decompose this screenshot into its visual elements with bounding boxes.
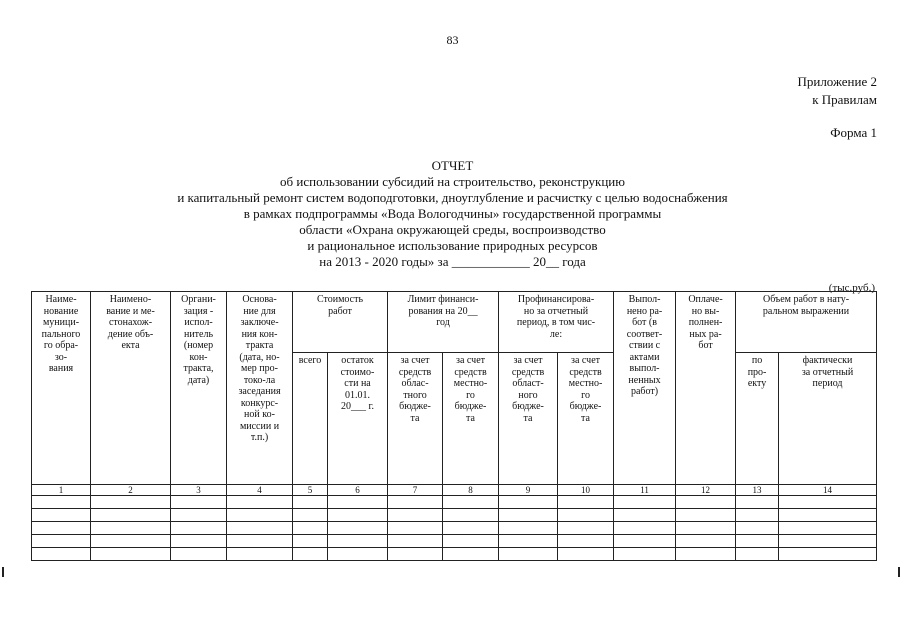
column-number-row [32, 485, 877, 496]
scan-edge-mark [2, 567, 4, 577]
header-municipality: Наиме- нование муници- пального го обра- зо- вания [32, 292, 91, 485]
table-cell [388, 548, 443, 561]
table-cell [171, 535, 227, 548]
table-cell [171, 522, 227, 535]
table-cell [227, 548, 293, 561]
table-cell [676, 496, 736, 509]
table-row [32, 522, 877, 535]
table-cell [614, 522, 676, 535]
table-cell [736, 509, 779, 522]
table-cell [443, 535, 499, 548]
table-cell [558, 548, 614, 561]
report-subtitle-line: и рациональное использование природных ресурсов [307, 238, 598, 253]
subheader-limit-regional: за счет средств облас- тного бюдже- та [388, 353, 443, 485]
subheader-volume-actual: фактически за отчетный период [779, 353, 877, 485]
table-cell [32, 548, 91, 561]
table-cell [499, 522, 558, 535]
table-cell [227, 522, 293, 535]
table-cell [779, 509, 877, 522]
table-cell [676, 509, 736, 522]
scan-edge-mark [898, 567, 900, 577]
table-cell [736, 522, 779, 535]
appendix-reference [797, 73, 877, 109]
table-cell [91, 509, 171, 522]
subheader-limit-local: за счет средств местно- го бюдже- та [443, 353, 499, 485]
form-label: Форма 1 [830, 125, 877, 140]
table-cell [328, 522, 388, 535]
table-cell [32, 535, 91, 548]
header-contractor: Органи- зация - испол- нитель (номер кон- тракта, дата) [171, 292, 227, 485]
table-cell [558, 535, 614, 548]
table-row [32, 509, 877, 522]
table-cell [676, 522, 736, 535]
table-cell [293, 548, 328, 561]
table-cell [779, 535, 877, 548]
table-cell [614, 509, 676, 522]
table-cell [293, 509, 328, 522]
table-cell [558, 522, 614, 535]
table-cell [499, 496, 558, 509]
table-cell [227, 509, 293, 522]
table-cell [388, 496, 443, 509]
table-cell [293, 522, 328, 535]
column-number: 5 [293, 485, 328, 496]
report-heading [0, 158, 905, 270]
table-cell [227, 535, 293, 548]
table-cell [91, 522, 171, 535]
subheader-volume-plan: по про- екту [736, 353, 779, 485]
column-number: 13 [736, 485, 779, 496]
table-cell [443, 509, 499, 522]
table-cell [91, 548, 171, 561]
table-cell [32, 509, 91, 522]
report-subtitle-line: на 2013 - 2020 годы» за ____________ 20__ года [319, 254, 586, 269]
table-row [32, 496, 877, 509]
table-cell [614, 548, 676, 561]
table-cell [443, 522, 499, 535]
report-subtitle-line: и капитальный ремонт систем водоподготовки, дноуглубление и расчистку с целью водоснабжения [177, 190, 728, 205]
subheader-cost-remainder: остаток стоимо- сти на 01.01. 20___ г. [328, 353, 388, 485]
column-number: 12 [676, 485, 736, 496]
subheader-financed-local: за счет средств местно- го бюдже- та [558, 353, 614, 485]
report-table [31, 291, 877, 561]
header-financed: Профинансирова- но за отчетный период, в том чис- ле: [499, 292, 614, 353]
table-cell [499, 548, 558, 561]
table-cell [32, 522, 91, 535]
subheader-cost-total: всего [293, 353, 328, 485]
header-completed: Выпол- нено ра- бот (в соответ- ствии с актами выпол- ненных работ) [614, 292, 676, 485]
appendix-line-2: к Правилам [812, 92, 877, 107]
page-number: 83 [446, 33, 459, 47]
header-object: Наимено- вание и ме- стонахож- дение объ- екта [91, 292, 171, 485]
table-cell [676, 548, 736, 561]
table-cell [676, 535, 736, 548]
column-number: 6 [328, 485, 388, 496]
subheader-financed-regional: за счет средств област- ного бюдже- та [499, 353, 558, 485]
table-cell [388, 522, 443, 535]
table-cell [388, 509, 443, 522]
table-cell [736, 535, 779, 548]
table-cell [32, 496, 91, 509]
table-cell [91, 535, 171, 548]
table-cell [171, 509, 227, 522]
column-number: 4 [227, 485, 293, 496]
header-paid: Оплаче- но вы- полнен- ных ра- бот [676, 292, 736, 485]
table-cell [388, 535, 443, 548]
report-subtitle-line: в рамках подпрограммы «Вода Вологодчины» государственной программы [243, 206, 662, 221]
table-cell [443, 496, 499, 509]
table-cell [328, 548, 388, 561]
column-number: 1 [32, 485, 91, 496]
column-number: 11 [614, 485, 676, 496]
table-cell [91, 496, 171, 509]
table-row [32, 535, 877, 548]
header-cost: Стоимость работ [293, 292, 388, 353]
table-row [32, 548, 877, 561]
table-header-row [32, 292, 877, 353]
table-cell [614, 535, 676, 548]
table-cell [558, 496, 614, 509]
report-title: ОТЧЕТ [431, 158, 474, 173]
report-subtitle-line: об использовании субсидий на строительство, реконструкцию [280, 174, 625, 189]
table-cell [779, 522, 877, 535]
column-number: 9 [499, 485, 558, 496]
column-number: 3 [171, 485, 227, 496]
header-volume: Объем работ в нату- ральном выражении [736, 292, 877, 353]
column-number: 7 [388, 485, 443, 496]
table-cell [293, 535, 328, 548]
column-number: 8 [443, 485, 499, 496]
table-cell [779, 548, 877, 561]
table-cell [499, 509, 558, 522]
column-number: 10 [558, 485, 614, 496]
column-number: 2 [91, 485, 171, 496]
table-cell [443, 548, 499, 561]
header-limit: Лимит финанси- рования на 20__ год [388, 292, 499, 353]
table-cell [736, 496, 779, 509]
appendix-line-1: Приложение 2 [797, 74, 877, 89]
report-subtitle-line: области «Охрана окружающей среды, воспроизводство [299, 222, 606, 237]
table-cell [227, 496, 293, 509]
table-cell [614, 496, 676, 509]
unit-label: (тыс.руб.) [828, 282, 875, 294]
table-cell [736, 548, 779, 561]
table-cell [779, 496, 877, 509]
table-cell [328, 509, 388, 522]
table-cell [171, 548, 227, 561]
table-cell [499, 535, 558, 548]
table-cell [558, 509, 614, 522]
table-cell [171, 496, 227, 509]
table-cell [328, 535, 388, 548]
column-number: 14 [779, 485, 877, 496]
header-basis: Основа- ние для заключе- ния кон- тракта (дата, но- мер про- токо-ла заседания конкурс- ной ко- миссии и т.п.) [227, 292, 293, 485]
table-cell [328, 496, 388, 509]
table-cell [293, 496, 328, 509]
